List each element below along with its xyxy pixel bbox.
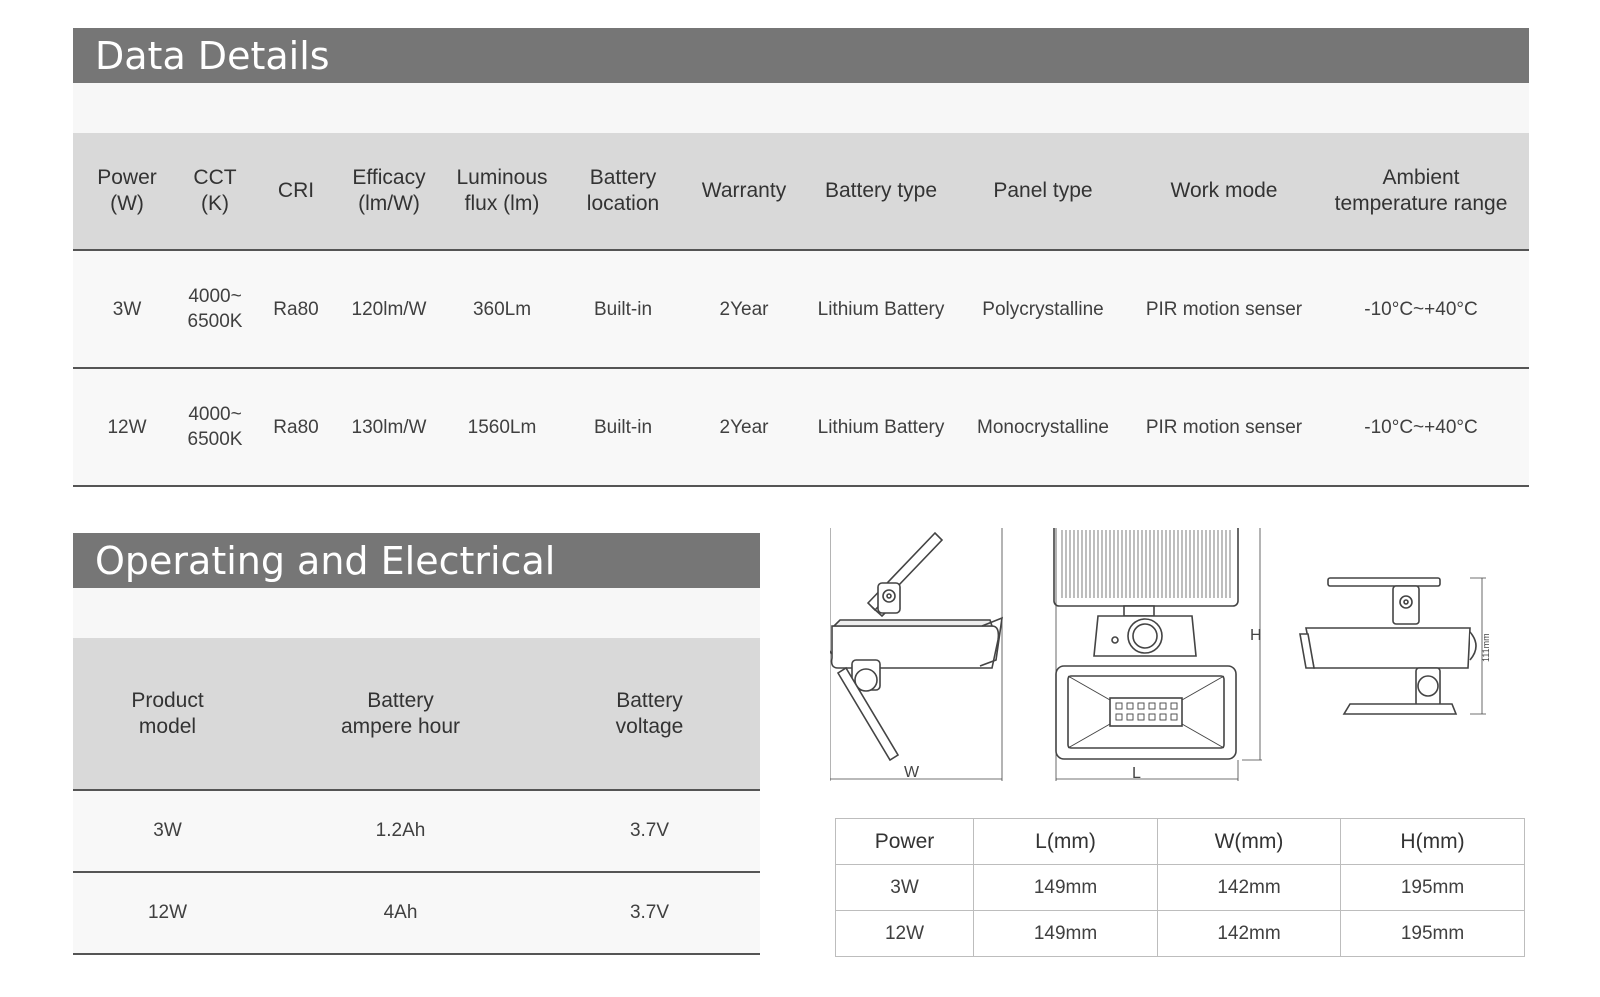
cell-width: 142mm <box>1158 865 1341 911</box>
cell-cri: Ra80 <box>249 250 343 368</box>
cell-battery-ampere-hour: 1.2Ah <box>262 790 539 872</box>
header-ambient-temperature: Ambient temperature range <box>1313 133 1529 250</box>
cell-power: 12W <box>73 368 181 486</box>
cell-height: 195mm <box>1341 865 1525 911</box>
cell-product-model: 12W <box>73 872 262 954</box>
table-row <box>73 368 1529 486</box>
cell-cri: Ra80 <box>249 368 343 486</box>
side-view-drawing <box>830 528 1002 781</box>
table-row <box>73 250 1529 368</box>
table-row <box>73 790 760 872</box>
cell-panel-type: Monocrystalline <box>951 368 1135 486</box>
operating-title <box>73 533 760 588</box>
header-battery-ampere-hour: Battery ampere hour <box>262 638 539 790</box>
cell-battery-type: Lithium Battery <box>811 368 951 486</box>
cell-width: 142mm <box>1158 911 1341 957</box>
cell-battery-location: Built-in <box>569 368 677 486</box>
cell-ambient-temperature: -10°C~+40°C <box>1313 250 1529 368</box>
cell-work-mode: PIR motion senser <box>1135 368 1313 486</box>
header-battery-type: Battery type <box>811 133 951 250</box>
cell-battery-location: Built-in <box>569 250 677 368</box>
data-details-header-row <box>73 133 1529 250</box>
header-height: H(mm) <box>1341 819 1525 865</box>
header-work-mode: Work mode <box>1135 133 1313 250</box>
cell-panel-type: Polycrystalline <box>951 250 1135 368</box>
length-label: L <box>1132 765 1141 782</box>
table-row <box>836 911 1525 957</box>
cell-power: 3W <box>836 865 974 911</box>
cell-height: 195mm <box>1341 911 1525 957</box>
data-details-spacer <box>73 83 1529 133</box>
cell-efficacy: 130lm/W <box>343 368 435 486</box>
header-luminous-flux: Luminous flux (lm) <box>435 133 569 250</box>
cell-battery-voltage: 3.7V <box>539 790 760 872</box>
data-details-title <box>73 28 1529 83</box>
height-label: H <box>1250 627 1262 644</box>
dimensions-header-row <box>836 819 1525 865</box>
header-length: L(mm) <box>974 819 1158 865</box>
cell-battery-type: Lithium Battery <box>811 250 951 368</box>
data-details-table <box>73 133 1529 487</box>
operating-spacer <box>73 588 760 638</box>
cell-efficacy: 120lm/W <box>343 250 435 368</box>
front-view-drawing <box>1054 528 1262 782</box>
header-battery-location: Battery location <box>569 133 677 250</box>
data-details-title-text: Data Details <box>95 33 330 78</box>
header-width: W(mm) <box>1158 819 1341 865</box>
width-label: W <box>904 764 920 781</box>
cell-power: 12W <box>836 911 974 957</box>
cell-length: 149mm <box>974 911 1158 957</box>
operating-table <box>73 638 760 955</box>
cell-work-mode: PIR motion senser <box>1135 250 1313 368</box>
cell-luminous-flux: 360Lm <box>435 250 569 368</box>
table-row <box>73 872 760 954</box>
cell-ambient-temperature: -10°C~+40°C <box>1313 368 1529 486</box>
header-power: Power <box>836 819 974 865</box>
cell-warranty: 2Year <box>677 368 811 486</box>
cell-warranty: 2Year <box>677 250 811 368</box>
cell-cct: 4000~ 6500K <box>181 250 249 368</box>
header-warranty: Warranty <box>677 133 811 250</box>
height-dimension-label: 111mm <box>1481 633 1491 662</box>
rear-view-drawing <box>1300 578 1491 714</box>
cell-cct: 4000~ 6500K <box>181 368 249 486</box>
cell-power: 3W <box>73 250 181 368</box>
cell-product-model: 3W <box>73 790 262 872</box>
header-efficacy: Efficacy (lm/W) <box>343 133 435 250</box>
operating-title-text: Operating and Electrical <box>95 538 556 583</box>
table-row <box>836 865 1525 911</box>
cell-luminous-flux: 1560Lm <box>435 368 569 486</box>
cell-battery-voltage: 3.7V <box>539 872 760 954</box>
cell-battery-ampere-hour: 4Ah <box>262 872 539 954</box>
header-power: Power (W) <box>73 133 181 250</box>
cell-length: 149mm <box>974 865 1158 911</box>
product-technical-drawing <box>830 528 1530 803</box>
header-battery-voltage: Battery voltage <box>539 638 760 790</box>
header-cct: CCT (K) <box>181 133 249 250</box>
dimensions-table <box>835 818 1525 957</box>
header-product-model: Product model <box>73 638 262 790</box>
header-panel-type: Panel type <box>951 133 1135 250</box>
header-cri: CRI <box>249 133 343 250</box>
operating-header-row <box>73 638 760 790</box>
